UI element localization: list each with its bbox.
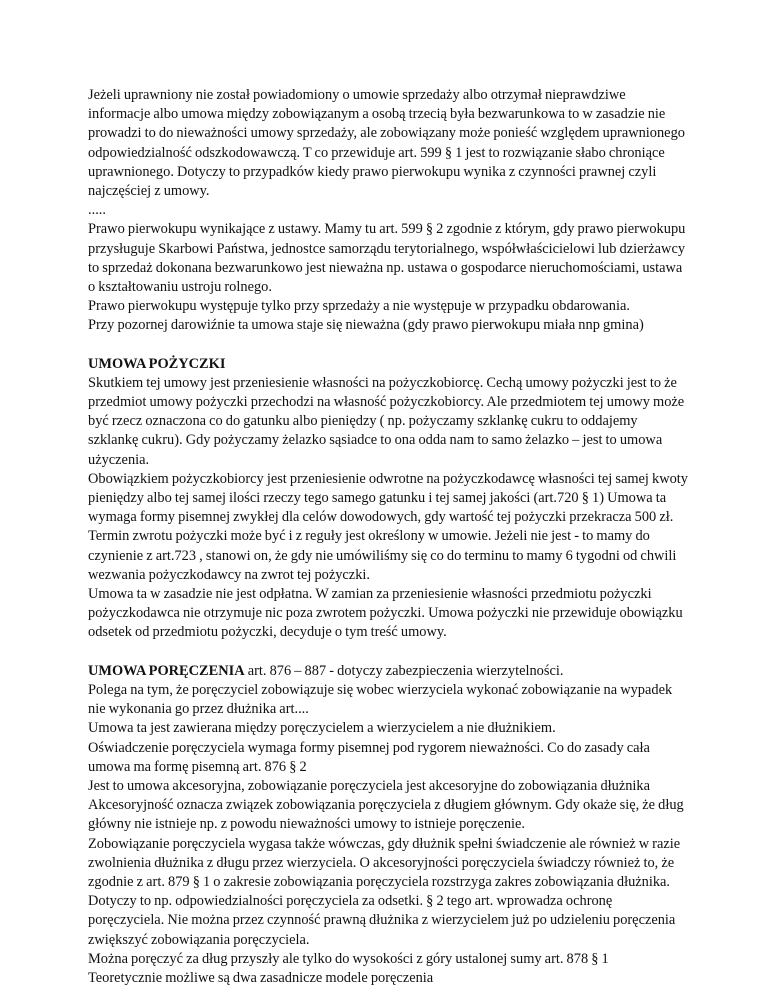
spacer (88, 336, 688, 355)
paragraph: Jest to umowa akcesoryjna, zobowiązanie poręczyciela jest akcesoryjne do zobowiązania dłużnika Akcesoryjność oznacza związek zobowiązania poręczyciela z długiem głównym. Gdy okaże się, że dług główny nie istnieje np. z powodu nieważności umowy to istnieje poręczenie. (88, 777, 684, 833)
paragraph: Prawo pierwokupu występuje tylko przy sprzedaży a nie występuje w przypadku obdarowania. (88, 298, 630, 315)
paragraph: Polega na tym, że poręczyciel zobowiązuje się wobec wierzyciela wykonać zobowiązanie na wypadek nie wykonania go przez dłużnika art.... (88, 681, 673, 718)
paragraph: Umowa ta jest zawierana między poręczycielem a wierzycielem a nie dłużnikiem. (88, 720, 556, 737)
paragraph: Można poręczyć za dług przyszły ale tylko do wysokości z góry ustalonej sumy art. 878 § 1 (88, 950, 609, 967)
paragraph: Przy pozornej darowiźnie ta umowa staje się nieważna (gdy prawo pierwokupu miała nnp gmina) (88, 317, 644, 334)
section-heading-surety-rest: art. 876 – 887 - dotyczy zabezpieczenia wierzytelności. (244, 662, 564, 679)
paragraph: Skutkiem tej umowy jest przeniesienie własności na pożyczkobiorcę. Cechą umowy pożyczki jest to że przedmiot umowy pożyczki przechodzi na własność pożyczkobiorcy. Ale przedmiotem tej umowy może być rzecz oznaczona co do gatunku albo pieniędzy ( np. pożyczamy szklankę cukru to oddajemy szklankę cukru). Gdy pożyczamy żelazko sąsiadce to ona odda nam to samo żelazko – jest to umowa użyczenia. (88, 374, 685, 468)
section-heading-surety: UMOWA PORĘCZENIA (88, 662, 245, 679)
paragraph: Teoretycznie możliwe są dwa zasadnicze modele poręczenia (88, 969, 434, 986)
document-body (88, 86, 688, 988)
paragraph: Obowiązkiem pożyczkobiorcy jest przeniesienie odwrotne na pożyczkodawcę własności tej samej kwoty pieniędzy albo tej samej ilości rzeczy tego samego gatunku i tej samej jakości (art.720 § 1) Umowa ta wymaga formy pisemnej zwykłej dla celów dowodowych, gdy wartość tej pożyczki przekracza 500 zł. Termin zwrotu pożyczki może być i z reguły jest określony w umowie. Jeżeli nie jest - to mamy do czynienie z art.723 , stanowi on, że gdy nie umówiliśmy się co do terminu to mamy 6 tygodni od chwili wezwania pożyczkodawcy na zwrot tej pożyczki. (88, 470, 688, 583)
paragraph: Jeżeli uprawniony nie został powiadomiony o umowie sprzedaży albo otrzymał nieprawdziwe informacje albo umowa między zobowiązanym a osobą trzecią była bezwarunkowa to w zasadzie nie prowadzi to do nieważności umowy sprzedaży, ale zobowiązany może ponieść względem uprawnionego odpowiedzialność odszkodowawczą. T co przewiduje art. 599 § 1 jest to rozwiązanie słabo chroniące uprawnionego. Dotyczy to przypadków kiedy prawo pierwokupu wynika z czynności prawnej czyli najczęściej z umowy. (88, 87, 685, 200)
paragraph: Oświadczenie poręczyciela wymaga formy pisemnej pod rygorem nieważności. Co do zasady cała umowa ma formę pisemną art. 876 § 2 (88, 739, 650, 775)
paragraph: Prawo pierwokupu wynikające z ustawy. Mamy tu art. 599 § 2 zgodnie z którym, gdy prawo pierwokupu przysługuje Skarbowi Państwa, jednostce samorządu terytorialnego, współwłaścicielowi lub dzierżawcy to sprzedaż dokonana bezwarunkowo jest nieważna np. ustawa o gospodarce nieruchomościami, ustawa o kształtowaniu ustroju rolnego. (88, 221, 686, 296)
section-heading-line-surety (88, 662, 688, 681)
ellipsis-line: ..... (88, 202, 106, 219)
section-heading-loan: UMOWA POŻYCZKI (88, 355, 226, 372)
paragraph: Zobowiązanie poręczyciela wygasa także wówczas, gdy dłużnik spełni świadczenie ale również w razie zwolnienia dłużnika z długu przez wierzyciela. O akcesoryjności poręczyciela świadczy również to, że zgodnie z art. 879 § 1 o zakresie zobowiązania poręczyciela rozstrzyga zakres zobowiązania dłużnika. Dotyczy to np. odpowiedzialności poręczyciela za odsetki. § 2 tego art. wprowadza ochronę poręczyciela. Nie można przez czynność prawną dłużnika z wierzycielem już po udzieleniu poręczenia zwiększyć zobowiązania poręczyciela. (88, 835, 681, 948)
paragraph: Umowa ta w zasadzie nie jest odpłatna. W zamian za przeniesienie własności przedmiotu pożyczki pożyczkodawca nie otrzymuje nic poza zwrotem pożyczki. Umowa pożyczki nie przewiduje obowiązku odsetek od przedmiotu pożyczki, decyduje o tym treść umowy. (88, 586, 683, 641)
spacer (88, 643, 688, 662)
